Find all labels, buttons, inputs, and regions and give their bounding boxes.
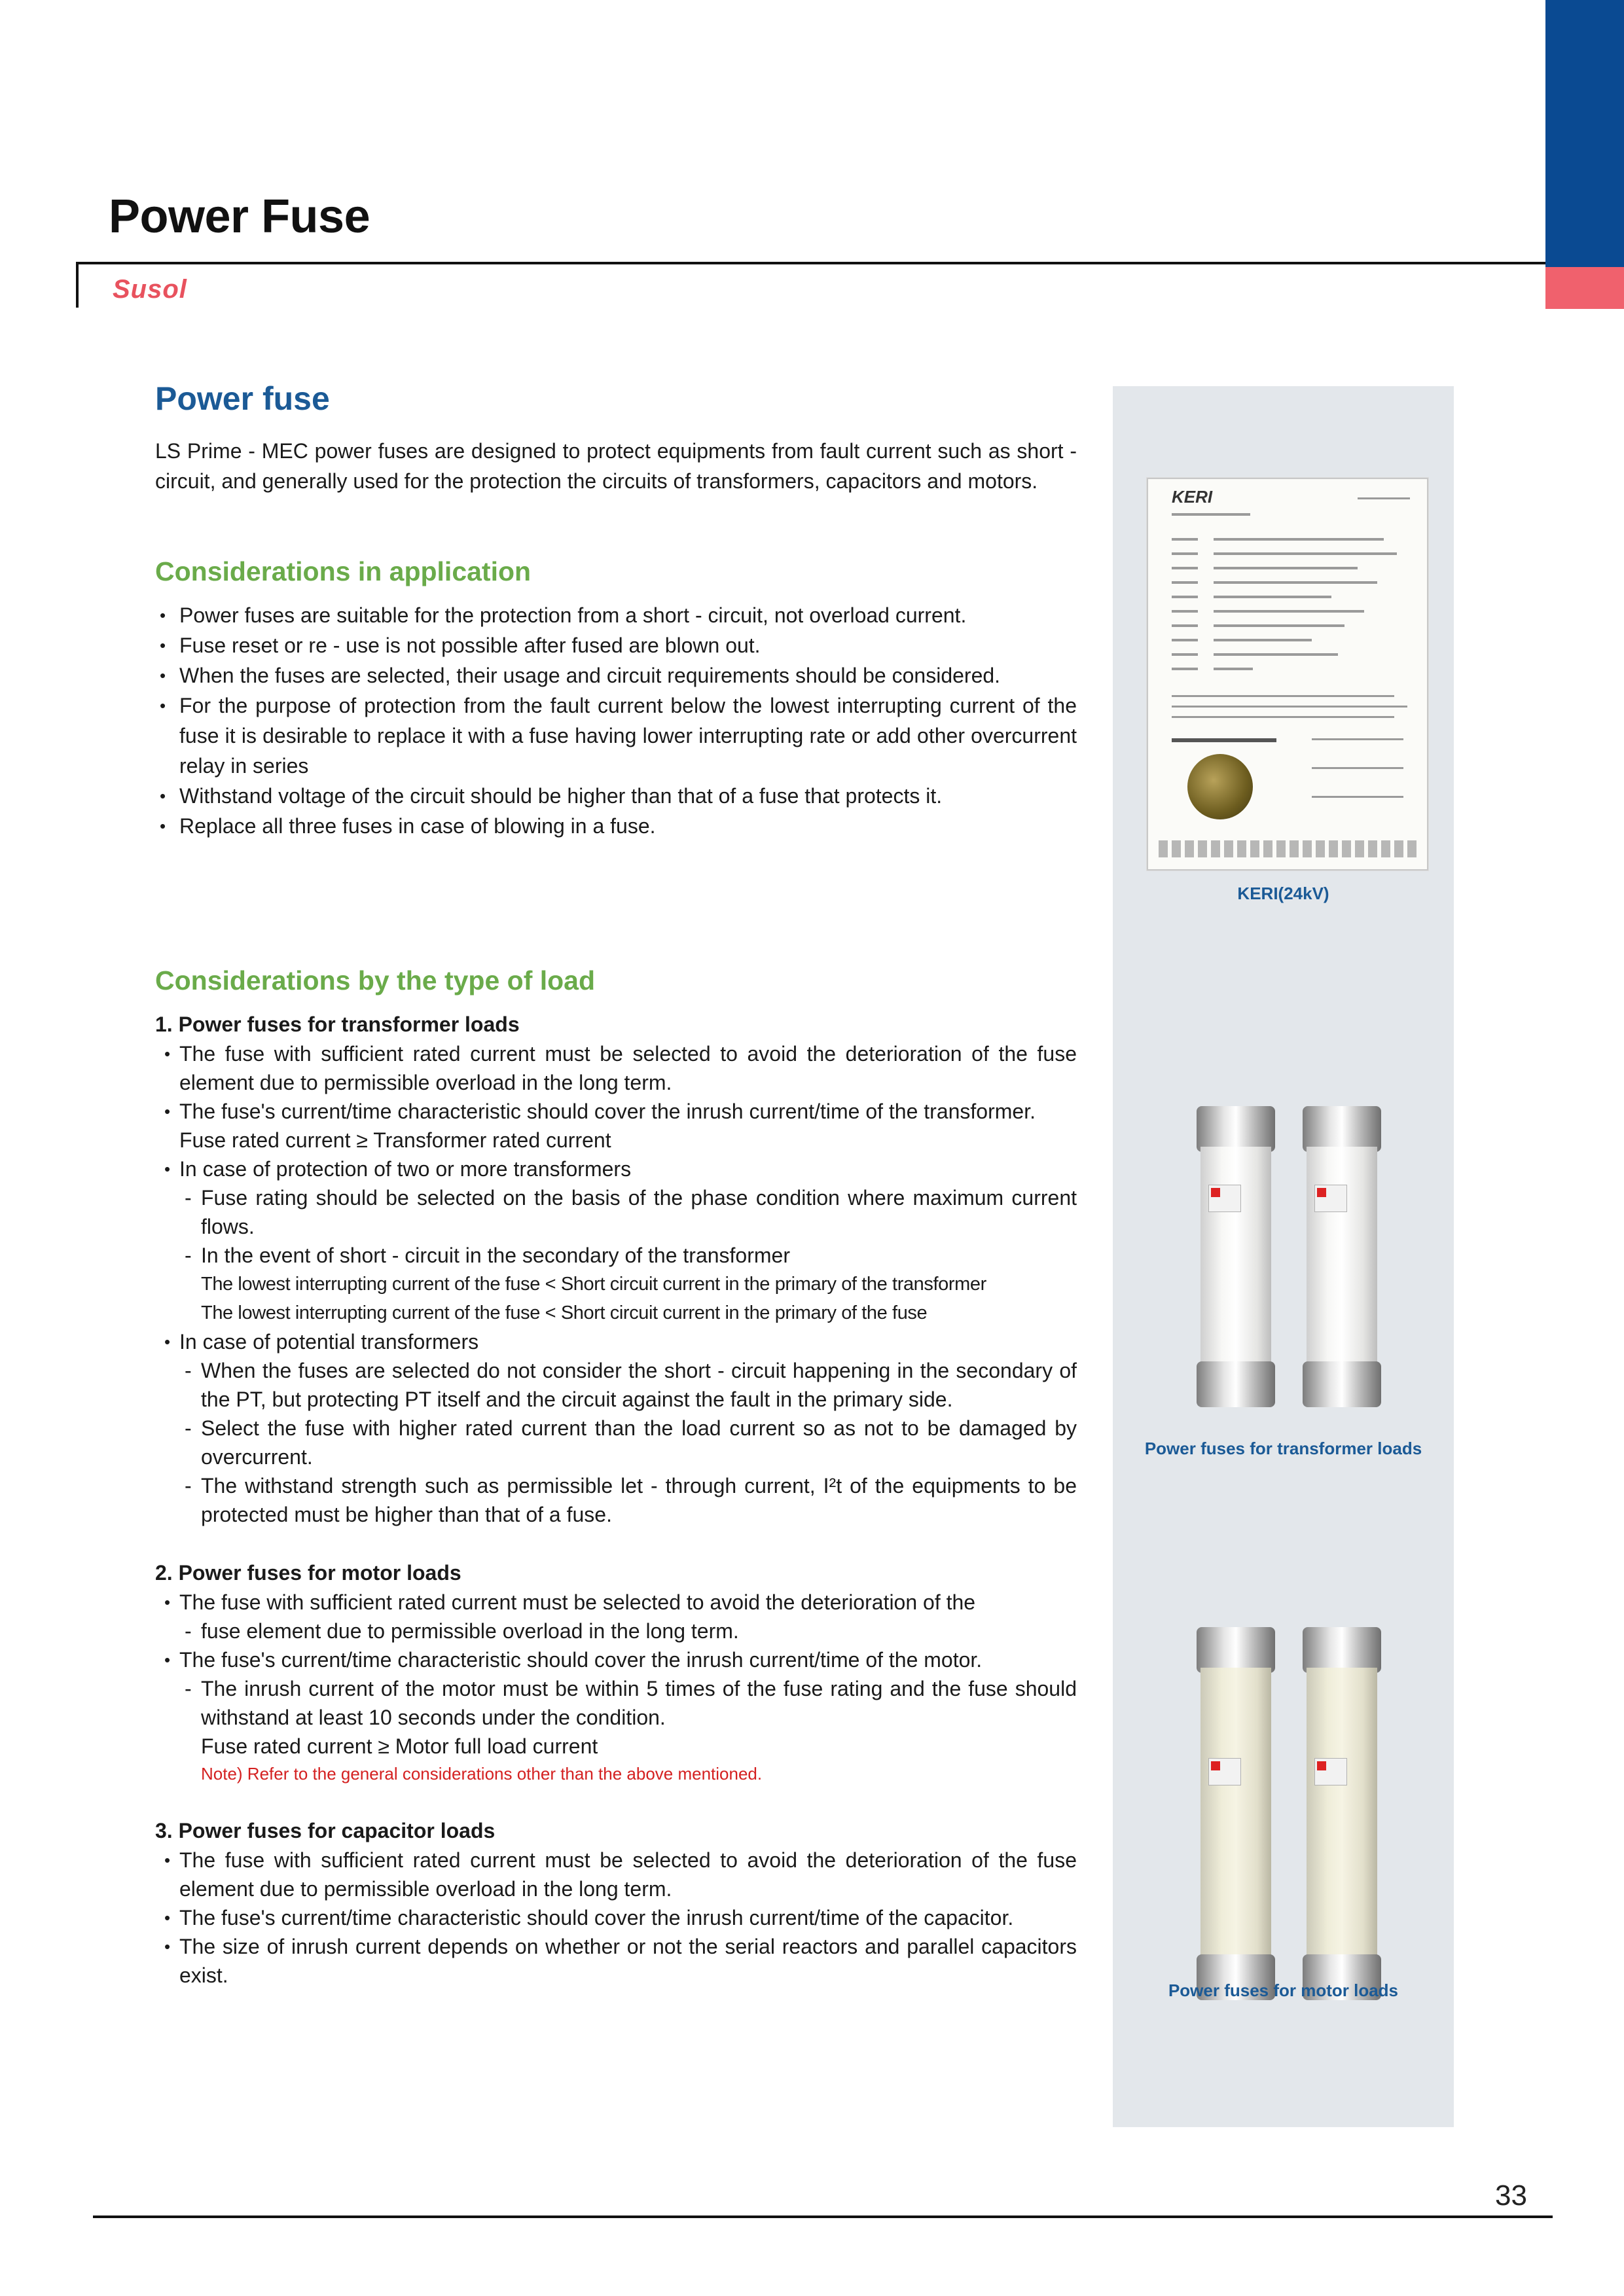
motor-fuse-caption: Power fuses for motor loads: [1168, 1981, 1399, 2000]
list-item: - The withstand strength such as permissible let - through current, I²t of the equipments to be protected must be higher than that of a fuse.: [185, 1474, 1077, 1526]
formula: Fuse rated current ≥ Motor full load current: [201, 1734, 598, 1758]
image-sidebar: [1113, 386, 1454, 2127]
list-item: • For the purpose of protection from the fault current below the lowest interrupting current of the fuse it is desirable to replace it with a fuse having lower interrupting rate or add other overcurrent relay in series: [155, 691, 1077, 781]
list-item: • Power fuses are suitable for the protection from a short - circuit, not overload current.: [155, 600, 1077, 630]
certificate-logo: KERI: [1172, 487, 1213, 507]
motor-fuse-image: [1303, 1627, 1381, 2000]
application-list: [155, 600, 1077, 841]
header-tick: [76, 262, 79, 308]
transformer-fuse-caption: Power fuses for transformer loads: [1144, 1439, 1422, 1458]
list-item: • When the fuses are selected, their usage and circuit requirements should be considered.: [155, 660, 1077, 691]
intro-text: LS Prime - MEC power fuses are designed to protect equipments from fault current such as short - circuit, and generally used for the protection the circuits of transformers, capacitors and motors.: [155, 439, 1077, 493]
list-item: • The fuse with sufficient rated current must be selected to avoid the deterioration of the fuse element due to permissible overload in the long term.: [164, 1848, 1077, 1901]
list-item: • The size of inrush current depends on whether or not the serial reactors and parallel capacitors exist.: [164, 1935, 1077, 1987]
list-item: - fuse element due to permissible overload in the long term.: [185, 1619, 739, 1643]
page-number: 33: [1495, 2179, 1527, 2212]
list-item: - Select the fuse with higher rated current than the load current so as not to be damaged by overcurrent.: [185, 1416, 1077, 1469]
list-item: - Fuse rating should be selected on the basis of the phase condition where maximum current flows.: [185, 1186, 1077, 1238]
capacitor-section-title: 3. Power fuses for capacitor loads: [155, 1819, 496, 1842]
condition-text: The lowest interrupting current of the fuse < Short circuit current in the primary of the fuse: [201, 1302, 928, 1323]
certificate-seal: [1187, 754, 1253, 819]
list-item: • The fuse with sufficient rated current must be selected to avoid the deterioration of the fuse element due to permissible overload in the long term.: [164, 1042, 1077, 1094]
list-item: • The fuse with sufficient rated current must be selected to avoid the deterioration of the: [164, 1590, 976, 1614]
transformer-fuse-image: [1303, 1106, 1381, 1407]
list-item: - When the fuses are selected do not consider the short - circuit happening in the secondary of the PT, but protecting PT itself and the circuit against the fault in the primary side.: [185, 1359, 1077, 1411]
side-tab-pink: [1545, 267, 1624, 309]
list-item: • Replace all three fuses in case of blowing in a fuse.: [155, 811, 1077, 841]
certificate-caption: KERI(24kV): [1237, 884, 1329, 903]
transformer-fuse-image: [1197, 1106, 1275, 1407]
brand-logo: Susol: [113, 275, 187, 304]
list-item: • In case of potential transformers: [164, 1330, 479, 1354]
certificate-image: [1147, 478, 1428, 870]
transformer-section-title: 1. Power fuses for transformer loads: [155, 1013, 520, 1036]
page-title: Power Fuse: [109, 190, 370, 243]
list-item: • Fuse reset or re - use is not possible after fused are blown out.: [155, 630, 1077, 660]
list-item: - In the event of short - circuit in the secondary of the transformer: [185, 1244, 790, 1267]
footer-rule: [93, 2215, 1553, 2218]
application-heading: Considerations in application: [155, 556, 532, 586]
header-rule: [76, 262, 1545, 264]
note-text: Note) Refer to the general considerations other than the above mentioned.: [201, 1764, 763, 1784]
list-item: • The fuse's current/time characteristic should cover the inrush current/time of the capacitor.: [164, 1906, 1014, 1929]
intro-heading: Power fuse: [155, 380, 330, 417]
condition-text: The lowest interrupting current of the fuse < Short circuit current in the primary of the transformer: [201, 1274, 986, 1295]
list-item: • The fuse's current/time characteristic should cover the inrush current/time of the motor.: [164, 1648, 983, 1672]
motor-fuse-image: [1197, 1627, 1275, 2000]
load-type-heading: Considerations by the type of load: [155, 965, 596, 996]
list-item: - The inrush current of the motor must be within 5 times of the fuse rating and the fuse should withstand at least 10 seconds under the condition.: [185, 1677, 1077, 1729]
motor-section-title: 2. Power fuses for motor loads: [155, 1561, 461, 1585]
list-item: • Withstand voltage of the circuit should be higher than that of a fuse that protects it.: [155, 781, 1077, 811]
side-tab-blue: [1545, 0, 1624, 267]
list-item: • The fuse's current/time characteristic should cover the inrush current/time of the transformer.: [164, 1100, 1036, 1123]
list-item: • In case of protection of two or more transformers: [164, 1157, 632, 1181]
main-content: [155, 380, 1077, 1990]
formula: Fuse rated current ≥ Transformer rated current: [179, 1128, 611, 1152]
